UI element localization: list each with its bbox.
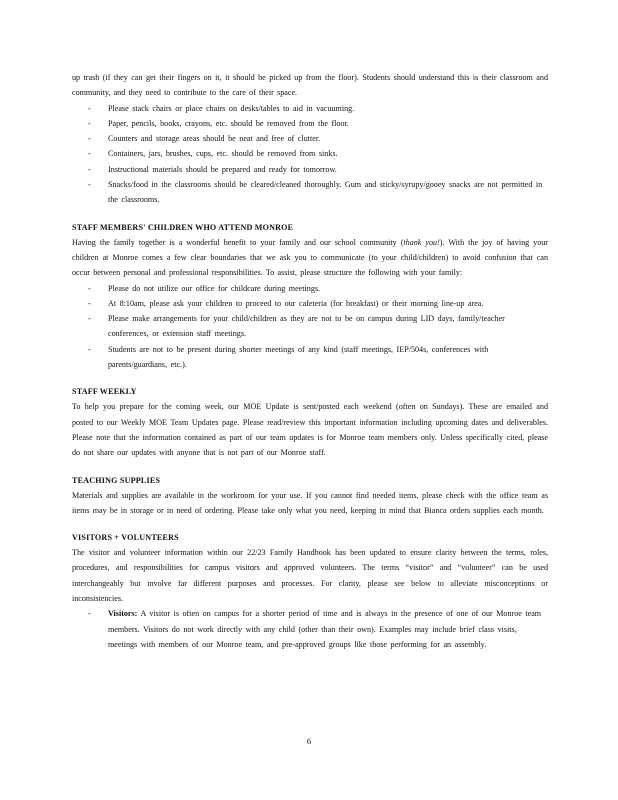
list-item: - At 8:10am, please ask your children to proceed to our cafeteria (for breakfast) or their morning line-up area. [88,298,484,308]
section-heading: VISITORS + VOLUNTEERS [72,533,179,543]
section-paragraph: Materials and supplies are available in the workroom for your use. If you cannot find needed items, please check with the office team as items may be in storage or in need of ordering. Please take only what you need, keeping in mind that Bianca orders supplies each month. [72,490,548,515]
section-paragraph: Having the family together is a wonderful benefit to your family and our school community (thank you!). With the joy of having your children at Monroe comes a few clear boundaries that we ask you to communicate (to your child/children) to avoid confusion that can occur between personal and professional responsibilities. To assist, please structure the following with your family: [72,237,548,278]
section-paragraph: The visitor and volunteer information within our 22/23 Family Handbook has been updated to ensure clarity between the terms, roles, procedures, and responsibilities for campus visitors and approved volunteers. The terms “visitor” and “volunteer” can be used interchangeably but involve far different purposes and processes. For clarity, please see below to alleviate misconceptions or inconsistencies. [72,548,548,604]
intro-paragraph: up trash (if they can get their fingers on it, it should be picked up from the floor). Students should understand this is their classroom and community, and they need to contribute to the care of their space. [72,73,548,98]
list-item: - Paper, pencils, books, crayons, etc. should be removed from the floor. [88,118,349,128]
section-paragraph: To help you prepare for the coming week, our MOE Update is sent/posted each weekend (often on Sundays). These are emailed and posted to our Weekly MOE Team Updates page. Please read/review this important information including upcoming dates and deliverables. Please note that the information contained as part of our team updates is for Monroe team members only. Unless specifically cited, please do not share our updates with anyone that is not part of our Monroe staff. [72,402,548,458]
intro-bullet-list [72,101,548,208]
list-item: - Visitors: A visitor is often on campus for a shorter period of time and is always in the presence of one of our Monroe team members. Visitors do not work directly with any child (other than their own). Examples may include brief class visits, meetings with members of our Monroe team, and pre-approved groups like those performing for an assembly. [88,609,542,649]
list-item: - Counters and storage areas should be neat and free of clutter. [88,134,321,144]
page-number: 6 [306,736,312,746]
section-heading: STAFF WEEKLY [72,387,137,397]
list-item: - Instructional materials should be prepared and ready for tomorrow. [88,164,337,174]
staff-children-bullet-list [72,281,548,373]
list-item: - Please make arrangements for your child/children as they are not to be on campus during LID days, family/teacher conferences, or extension staff meetings. [88,314,505,339]
visitors-bullet-list [72,606,548,652]
list-item: - Students are not to be present during shorter meetings of any kind (staff meetings, IEP/504s, conferences with parents/guardians, etc.). [88,344,489,370]
document-page [72,70,548,652]
list-item: - Snacks/food in the classrooms should be cleared/cleaned thoroughly. Gum and sticky/syrupy/gooey snacks are not permitted in the classrooms. [88,180,543,205]
list-item: - Please do not utilize our office for childcare during meetings. [88,283,321,293]
list-item: - Containers, jars, brushes, cups, etc. should be removed from sinks. [88,149,338,159]
section-heading: TEACHING SUPPLIES [72,475,161,485]
section-heading: STAFF MEMBERS' CHILDREN WHO ATTEND MONROE [72,222,294,232]
list-item: - Please stack chairs or place chairs on desks/tables to aid in vacuuming. [88,103,355,113]
